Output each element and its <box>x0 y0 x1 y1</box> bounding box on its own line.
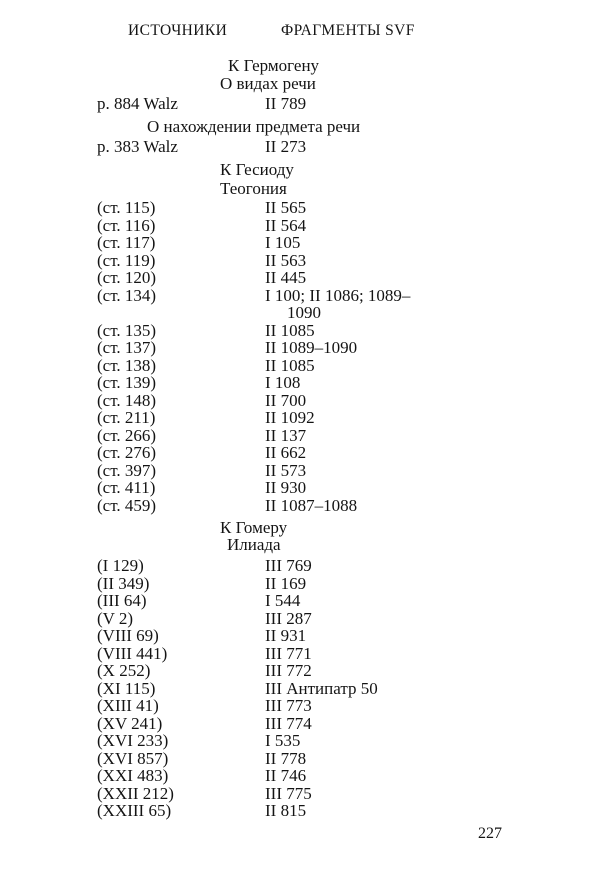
index-row <box>97 252 517 270</box>
source-reference: (ст. 266) <box>97 425 157 445</box>
fragment-reference: III 287 <box>265 608 312 628</box>
source-reference: p. 383 Walz <box>97 137 178 156</box>
work-title-theogony: Теогония <box>220 179 287 198</box>
fragment-reference: II 169 <box>265 573 307 593</box>
index-row <box>97 557 517 575</box>
index-row <box>97 767 517 785</box>
section-title-hermogenes: К Гермогену <box>228 56 320 75</box>
fragment-reference: II 931 <box>265 626 307 645</box>
page-number: 227 <box>478 825 502 842</box>
fragment-reference: II 1089–1090 <box>265 338 358 357</box>
fragment-reference: II 1087–1088 <box>265 495 358 515</box>
index-row <box>97 304 517 322</box>
source-reference: (ст. 116) <box>97 215 156 235</box>
running-header-right: ФРАГМЕНТЫ SVF <box>281 22 415 39</box>
source-reference: (I 129) <box>97 556 144 575</box>
source-reference: (II 349) <box>97 573 150 593</box>
fragment-reference: III 774 <box>265 713 312 733</box>
fragment-reference: III 771 <box>265 643 312 663</box>
source-reference: p. 884 Walz <box>97 94 178 113</box>
section-title-homer: К Гомеру <box>220 518 288 537</box>
source-reference: (ст. 137) <box>97 338 157 357</box>
fragment-reference: II 662 <box>265 443 307 462</box>
fragment-reference: III 775 <box>265 783 312 803</box>
source-reference: (ст. 459) <box>97 495 157 515</box>
index-table-homer <box>97 557 517 820</box>
index-row <box>97 199 517 217</box>
index-row <box>97 374 517 392</box>
index-row <box>97 217 517 235</box>
running-header-left: ИСТОЧНИКИ <box>128 22 228 39</box>
source-reference: (XXIII 65) <box>97 801 172 820</box>
fragment-reference: II 563 <box>265 250 307 270</box>
fragment-reference: II 700 <box>265 390 307 410</box>
index-row <box>97 497 517 515</box>
source-reference: (XVI 857) <box>97 748 169 768</box>
index-row <box>97 234 517 252</box>
index-row <box>97 645 517 663</box>
fragment-reference: III 773 <box>265 696 312 715</box>
index-table-hermogenes-2 <box>97 138 517 156</box>
index-row <box>97 409 517 427</box>
fragment-reference: II 137 <box>265 425 307 445</box>
index-row <box>97 592 517 610</box>
index-row <box>97 802 517 820</box>
index-row <box>97 392 517 410</box>
index-row <box>97 138 517 156</box>
fragment-reference: II 1085 <box>265 355 315 375</box>
fragment-reference: III 772 <box>265 661 312 680</box>
index-row <box>97 95 517 113</box>
fragment-reference: I 108 <box>265 373 301 392</box>
fragment-reference: III 769 <box>265 556 312 575</box>
source-reference: (ст. 119) <box>97 250 156 270</box>
index-table-hesiod <box>97 199 517 514</box>
fragment-reference: II 445 <box>265 268 307 287</box>
fragment-reference: II 930 <box>265 478 307 497</box>
index-row <box>97 462 517 480</box>
source-reference: (XI 115) <box>97 678 156 698</box>
source-reference: (V 2) <box>97 608 134 628</box>
fragment-reference: I 100; II 1086; 1089– <box>265 285 411 305</box>
index-row <box>97 785 517 803</box>
fragment-reference: II 789 <box>265 94 307 113</box>
source-reference: (ст. 148) <box>97 390 157 410</box>
fragment-reference: II 573 <box>265 460 307 480</box>
fragment-reference: I 544 <box>265 591 301 610</box>
fragment-reference: 1090 <box>287 303 321 322</box>
source-reference: (ст. 120) <box>97 268 157 287</box>
source-reference: (ст. 397) <box>97 460 157 480</box>
index-row <box>97 287 517 305</box>
fragment-reference: II 273 <box>265 137 307 156</box>
index-row <box>97 732 517 750</box>
source-reference: (ст. 135) <box>97 320 157 340</box>
index-row <box>97 575 517 593</box>
source-reference: (ст. 276) <box>97 443 157 462</box>
index-row <box>97 697 517 715</box>
index-row <box>97 715 517 733</box>
source-reference: (X 252) <box>97 661 151 680</box>
source-reference: (ст. 211) <box>97 408 156 427</box>
index-row <box>97 479 517 497</box>
source-reference: (XIII 41) <box>97 696 159 715</box>
index-row <box>97 627 517 645</box>
source-reference: (ст. 134) <box>97 285 157 305</box>
source-reference: (XV 241) <box>97 713 163 733</box>
fragment-reference: II 1085 <box>265 320 315 340</box>
index-row <box>97 662 517 680</box>
source-reference: (III 64) <box>97 591 147 610</box>
source-reference: (ст. 139) <box>97 373 157 392</box>
source-reference: (ст. 115) <box>97 198 156 217</box>
index-row <box>97 322 517 340</box>
fragment-reference: II 746 <box>265 766 307 785</box>
source-reference: (XVI 233) <box>97 731 169 750</box>
index-row <box>97 269 517 287</box>
index-row <box>97 444 517 462</box>
index-row <box>97 750 517 768</box>
index-row <box>97 680 517 698</box>
source-reference: (VIII 69) <box>97 626 159 645</box>
index-table-hermogenes-1 <box>97 95 517 113</box>
index-row <box>97 610 517 628</box>
index-row <box>97 339 517 357</box>
source-reference: (XXI 483) <box>97 766 169 785</box>
source-reference: (VIII 441) <box>97 643 168 663</box>
fragment-reference: III Антипатр 50 <box>265 678 378 698</box>
index-row <box>97 357 517 375</box>
section-title-hesiod: К Гесиоду <box>220 160 294 179</box>
source-reference: (XXII 212) <box>97 783 174 803</box>
source-reference: (ст. 411) <box>97 478 156 497</box>
fragment-reference: II 778 <box>265 748 307 768</box>
fragment-reference: I 535 <box>265 731 301 750</box>
work-title-on-types-of-speech: О видах речи <box>220 74 316 93</box>
fragment-reference: II 565 <box>265 198 307 217</box>
fragment-reference: II 564 <box>265 215 307 235</box>
fragment-reference: II 815 <box>265 801 307 820</box>
source-reference: (ст. 117) <box>97 233 156 252</box>
source-reference: (ст. 138) <box>97 355 157 375</box>
index-row <box>97 427 517 445</box>
fragment-reference: I 105 <box>265 233 301 252</box>
work-title-on-invention: О нахождении предмета речи <box>147 117 361 136</box>
work-title-iliad: Илиада <box>227 535 281 554</box>
fragment-reference: II 1092 <box>265 408 315 427</box>
